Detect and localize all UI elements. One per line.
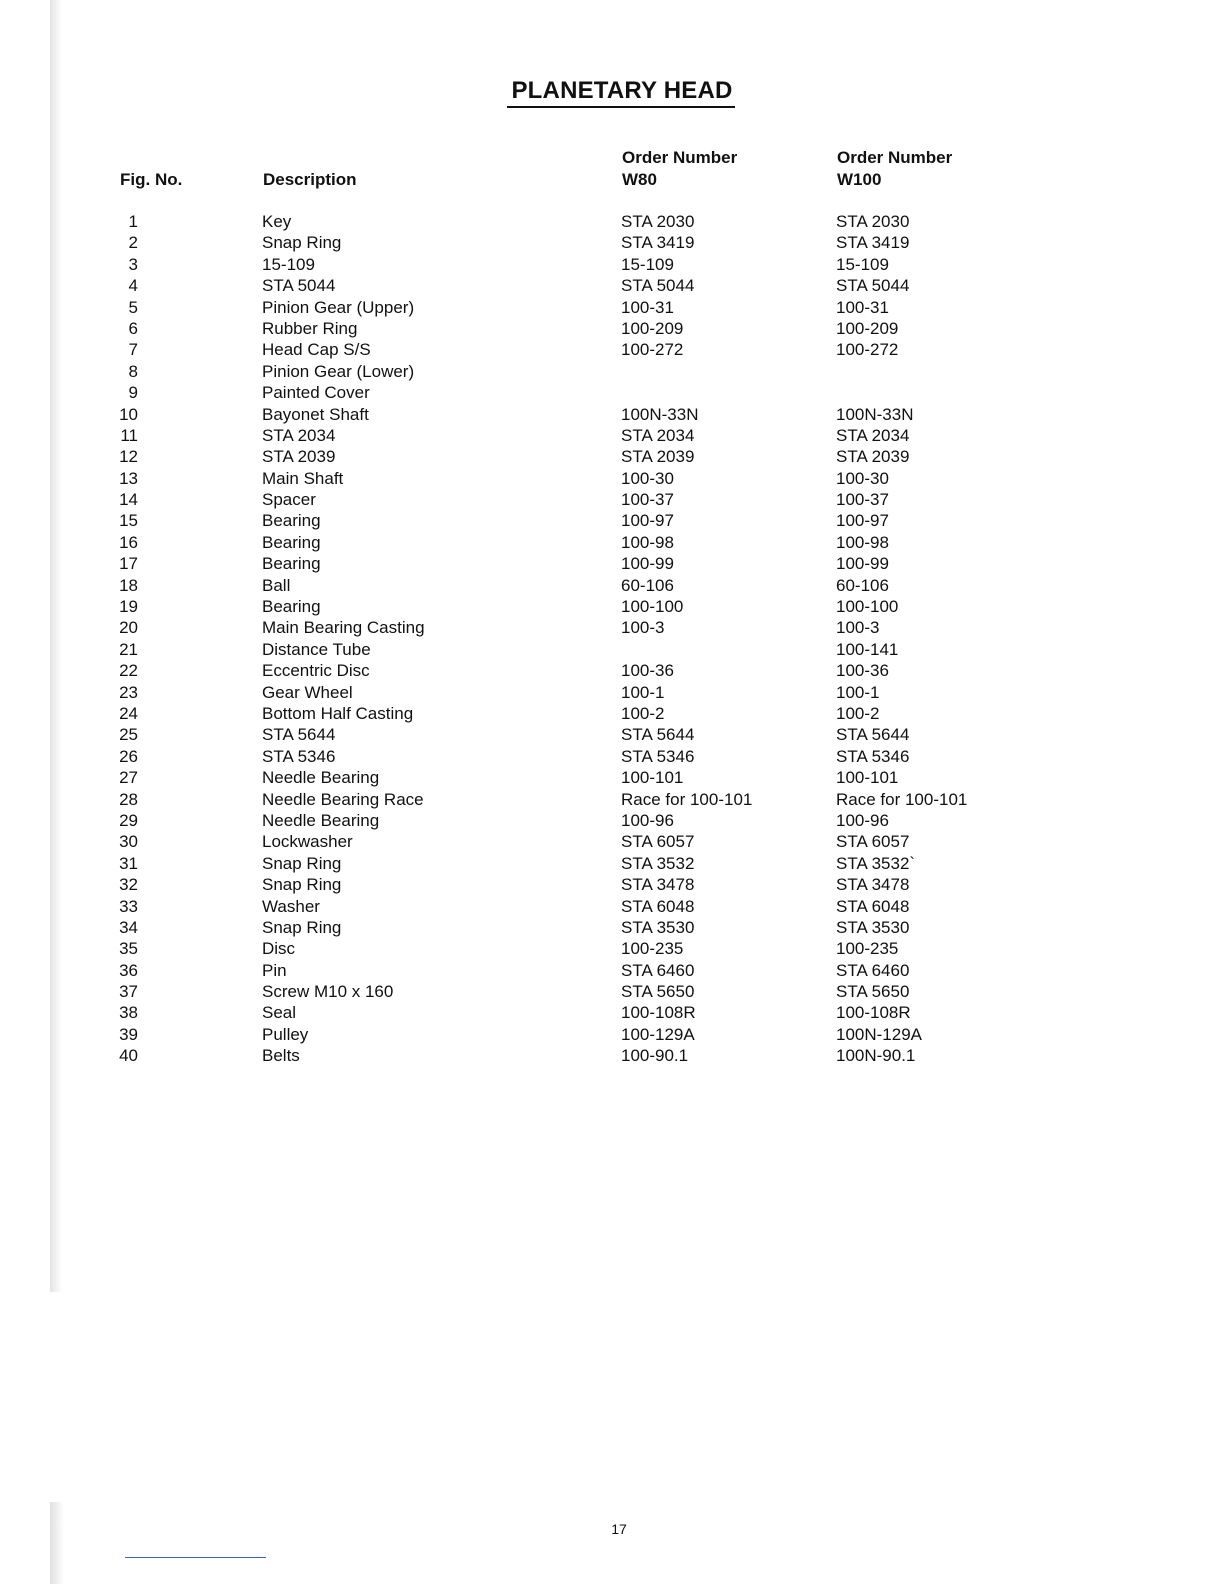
cell-fig-no: 13: [119, 468, 138, 488]
cell-order-number-w80: STA 2030: [621, 212, 695, 231]
table-row: [0, 254, 1224, 275]
cell-order-number-w100: Race for 100-101: [836, 789, 968, 809]
cell-fig-no: 11: [120, 425, 138, 445]
table-row: [0, 575, 1224, 596]
cell-order-number-w80: 100-235: [621, 939, 684, 959]
table-row: [0, 981, 1224, 1002]
cell-description: Spacer: [262, 490, 316, 510]
cell-order-number-w80: 100-37: [621, 490, 674, 510]
table-row: [0, 489, 1224, 510]
cell-description: Gear Wheel: [262, 682, 353, 702]
cell-fig-no: 31: [119, 853, 138, 873]
table-row: [0, 1002, 1224, 1023]
table-row: [0, 960, 1224, 981]
cell-order-number-w100: 100-272: [836, 340, 899, 360]
table-row: [0, 339, 1224, 360]
cell-description: Snap Ring: [262, 853, 342, 873]
cell-order-number-w100: STA 5044: [836, 276, 910, 296]
cell-order-number-w100: STA 5346: [836, 746, 910, 766]
cell-fig-no: 29: [119, 810, 138, 830]
cell-order-number-w100: STA 6460: [836, 960, 910, 980]
column-header-w100-line2: W100: [837, 170, 882, 189]
column-header-w100: [837, 147, 952, 191]
cell-order-number-w100: STA 2030: [836, 212, 910, 231]
table-row: [0, 425, 1224, 446]
cell-order-number-w80: 100-31: [621, 297, 674, 317]
cell-description: Rubber Ring: [262, 318, 358, 338]
cell-order-number-w80: STA 5650: [621, 982, 695, 1002]
cell-description: Seal: [262, 1003, 297, 1023]
table-row: [0, 232, 1224, 253]
cell-description: STA 2034: [262, 425, 336, 445]
table-row: [0, 318, 1224, 339]
footer-rule: [125, 1557, 266, 1558]
cell-order-number-w80: Race for 100-101: [621, 789, 753, 809]
cell-order-number-w80: STA 6057: [621, 832, 695, 852]
cell-description: Needle Bearing Race: [262, 789, 424, 809]
cell-fig-no: 39: [119, 1024, 138, 1044]
cell-order-number-w100: STA 3530: [836, 917, 910, 937]
cell-description: Bearing: [262, 511, 321, 531]
column-header-description: Description: [263, 170, 357, 189]
cell-fig-no: 3: [128, 254, 138, 274]
cell-fig-no: 7: [128, 340, 138, 360]
cell-order-number-w100: STA 2039: [836, 447, 910, 467]
cell-fig-no: 21: [119, 639, 138, 659]
cell-description: Eccentric Disc: [262, 661, 370, 681]
cell-description: Belts: [262, 1046, 300, 1066]
cell-description: Screw M10 x 160: [262, 982, 394, 1002]
cell-description: Bearing: [262, 532, 321, 552]
cell-description: Snap Ring: [262, 917, 342, 937]
cell-fig-no: 33: [119, 896, 138, 916]
cell-order-number-w100: 15-109: [836, 254, 889, 274]
cell-fig-no: 8: [128, 361, 138, 381]
cell-order-number-w100: 100-97: [836, 511, 889, 531]
cell-fig-no: 20: [119, 618, 138, 638]
table-row: [0, 896, 1224, 917]
cell-description: Bearing: [262, 597, 321, 617]
cell-order-number-w100: STA 3532`: [836, 853, 916, 873]
cell-description: Needle Bearing: [262, 810, 380, 830]
title-underline: [507, 106, 735, 108]
table-row: [0, 382, 1224, 403]
cell-order-number-w100: 100-235: [836, 939, 899, 959]
cell-fig-no: 23: [119, 682, 138, 702]
cell-order-number-w100: 100N-90.1: [836, 1046, 916, 1066]
cell-order-number-w80: 100-1: [621, 682, 665, 702]
cell-order-number-w80: 100-129A: [621, 1024, 695, 1044]
cell-order-number-w100: STA 6057: [836, 832, 910, 852]
cell-order-number-w100: 100-1: [836, 682, 880, 702]
cell-fig-no: 37: [119, 982, 138, 1002]
column-header-w80: [622, 147, 737, 191]
cell-order-number-w80: 100-101: [621, 768, 684, 788]
cell-order-number-w100: 100-36: [836, 661, 889, 681]
table-row: [0, 874, 1224, 895]
table-row: [0, 917, 1224, 938]
cell-fig-no: 10: [119, 404, 138, 424]
cell-fig-no: 17: [119, 554, 138, 574]
cell-order-number-w100: 100N-33N: [836, 404, 914, 424]
table-row: [0, 789, 1224, 810]
table-row: [0, 831, 1224, 852]
table-row: [0, 404, 1224, 425]
cell-order-number-w80: 15-109: [621, 254, 674, 274]
cell-fig-no: 1: [128, 212, 138, 231]
cell-order-number-w80: 100-108R: [621, 1003, 696, 1023]
cell-order-number-w100: 100-30: [836, 468, 889, 488]
cell-order-number-w80: STA 6048: [621, 896, 695, 916]
cell-fig-no: 16: [119, 532, 138, 552]
cell-order-number-w80: 100-97: [621, 511, 674, 531]
cell-description: Pinion Gear (Lower): [262, 361, 415, 381]
cell-description: STA 2039: [262, 447, 336, 467]
cell-order-number-w80: STA 3532: [621, 853, 695, 873]
cell-order-number-w100: 100-101: [836, 768, 899, 788]
page-number: 17: [611, 1521, 627, 1537]
cell-fig-no: 12: [119, 447, 138, 467]
cell-order-number-w80: 100-100: [621, 597, 684, 617]
cell-description: Bearing: [262, 554, 321, 574]
cell-order-number-w80: STA 3419: [621, 233, 695, 253]
cell-order-number-w80: 100-3: [621, 618, 665, 638]
table-row: [0, 468, 1224, 489]
table-row: [0, 724, 1224, 745]
cell-order-number-w100: STA 3478: [836, 875, 910, 895]
cell-fig-no: 24: [119, 703, 138, 723]
cell-order-number-w80: STA 5044: [621, 276, 695, 296]
cell-order-number-w100: STA 5650: [836, 982, 910, 1002]
cell-description: Main Shaft: [262, 468, 344, 488]
cell-fig-no: 35: [119, 939, 138, 959]
cell-fig-no: 25: [119, 725, 138, 745]
cell-order-number-w80: 100-209: [621, 318, 684, 338]
cell-order-number-w100: 100-96: [836, 810, 889, 830]
cell-description: Bottom Half Casting: [262, 703, 414, 723]
cell-fig-no: 36: [119, 960, 138, 980]
cell-description: Head Cap S/S: [262, 340, 371, 360]
table-row: [0, 532, 1224, 553]
table-row: [0, 703, 1224, 724]
cell-description: Snap Ring: [262, 875, 342, 895]
cell-description: STA 5346: [262, 746, 336, 766]
cell-description: Needle Bearing: [262, 768, 380, 788]
table-row: [0, 682, 1224, 703]
cell-description: Pinion Gear (Upper): [262, 297, 415, 317]
column-header-w100-line1: Order Number: [837, 148, 953, 167]
table-row: [0, 596, 1224, 617]
cell-fig-no: 40: [119, 1046, 138, 1066]
cell-fig-no: 19: [119, 597, 138, 617]
cell-order-number-w80: STA 5346: [621, 746, 695, 766]
cell-order-number-w100: STA 2034: [836, 425, 910, 445]
cell-description: Painted Cover: [262, 383, 370, 403]
cell-description: Lockwasher: [262, 832, 353, 852]
cell-order-number-w80: 60-106: [621, 575, 674, 595]
cell-order-number-w100: 100-37: [836, 490, 889, 510]
cell-fig-no: 6: [128, 318, 138, 338]
cell-order-number-w100: 100-3: [836, 618, 880, 638]
cell-order-number-w100: STA 5644: [836, 725, 910, 745]
cell-fig-no: 22: [119, 661, 138, 681]
table-row: [0, 275, 1224, 296]
table-row: [0, 553, 1224, 574]
cell-order-number-w100: 100-100: [836, 597, 899, 617]
cell-fig-no: 9: [128, 383, 138, 403]
table-row: [0, 446, 1224, 467]
column-header-w80-line1: Order Number: [622, 148, 738, 167]
table-row: [0, 617, 1224, 638]
cell-fig-no: 18: [119, 575, 138, 595]
cell-description: STA 5044: [262, 276, 336, 296]
cell-order-number-w100: 100-99: [836, 554, 889, 574]
cell-fig-no: 4: [128, 276, 138, 296]
table-row: [0, 810, 1224, 831]
cell-order-number-w80: 100-99: [621, 554, 674, 574]
cell-order-number-w80: STA 3478: [621, 875, 695, 895]
cell-order-number-w100: STA 3419: [836, 233, 910, 253]
cell-order-number-w100: 100-108R: [836, 1003, 911, 1023]
cell-order-number-w80: 100-96: [621, 810, 674, 830]
cell-order-number-w100: STA 6048: [836, 896, 910, 916]
cell-order-number-w80: STA 2039: [621, 447, 695, 467]
cell-description: STA 5644: [262, 725, 336, 745]
cell-order-number-w80: 100-2: [621, 703, 665, 723]
cell-order-number-w80: 100-272: [621, 340, 684, 360]
cell-description: Key: [262, 212, 292, 231]
cell-description: 15-109: [262, 254, 315, 274]
cell-fig-no: 5: [128, 297, 138, 317]
cell-fig-no: 32: [119, 875, 138, 895]
cell-fig-no: 27: [119, 768, 138, 788]
cell-order-number-w100: 100-98: [836, 532, 889, 552]
cell-description: Pin: [262, 960, 287, 980]
cell-description: Snap Ring: [262, 233, 342, 253]
cell-description: Distance Tube: [262, 639, 371, 659]
cell-description: Washer: [262, 896, 320, 916]
table-row: [0, 938, 1224, 959]
table-row: [0, 767, 1224, 788]
cell-order-number-w100: 60-106: [836, 575, 889, 595]
table-row: [0, 853, 1224, 874]
page-title: PLANETARY HEAD: [511, 77, 733, 104]
cell-description: Ball: [262, 575, 291, 595]
cell-fig-no: 14: [119, 490, 138, 510]
cell-order-number-w100: 100-31: [836, 297, 889, 317]
cell-order-number-w100: 100-2: [836, 703, 880, 723]
cell-order-number-w80: STA 3530: [621, 917, 695, 937]
cell-fig-no: 15: [119, 511, 138, 531]
cell-description: Pulley: [262, 1024, 309, 1044]
cell-description: Main Bearing Casting: [262, 618, 425, 638]
column-header-fig-no: Fig. No.: [120, 170, 183, 189]
cell-order-number-w80: STA 5644: [621, 725, 695, 745]
table-row: [0, 746, 1224, 767]
cell-fig-no: 34: [119, 917, 138, 937]
cell-fig-no: 38: [119, 1003, 138, 1023]
table-row: [0, 510, 1224, 531]
table-row: [0, 361, 1224, 382]
cell-fig-no: 30: [119, 832, 138, 852]
cell-fig-no: 2: [128, 233, 138, 253]
cell-order-number-w80: STA 2034: [621, 425, 695, 445]
cell-description: Bayonet Shaft: [262, 404, 369, 424]
table-row: [0, 1024, 1224, 1045]
parts-table: [0, 211, 1224, 1067]
cell-order-number-w100: 100-209: [836, 318, 899, 338]
cell-order-number-w80: 100-30: [621, 468, 674, 488]
cell-order-number-w100: 100-141: [836, 639, 899, 659]
cell-order-number-w80: 100-90.1: [621, 1046, 689, 1066]
table-row: [0, 660, 1224, 681]
column-header-w80-line2: W80: [622, 170, 657, 189]
table-row: [0, 211, 1224, 232]
cell-description: Disc: [262, 939, 296, 959]
scan-edge-shadow-lower: [50, 1502, 64, 1584]
table-row: [0, 297, 1224, 318]
cell-fig-no: 26: [119, 746, 138, 766]
cell-order-number-w100: 100N-129A: [836, 1024, 923, 1044]
table-row: [0, 1045, 1224, 1066]
cell-order-number-w80: 100-98: [621, 532, 674, 552]
table-row: [0, 639, 1224, 660]
cell-fig-no: 28: [119, 789, 138, 809]
cell-order-number-w80: 100N-33N: [621, 404, 699, 424]
cell-order-number-w80: STA 6460: [621, 960, 695, 980]
cell-order-number-w80: 100-36: [621, 661, 674, 681]
